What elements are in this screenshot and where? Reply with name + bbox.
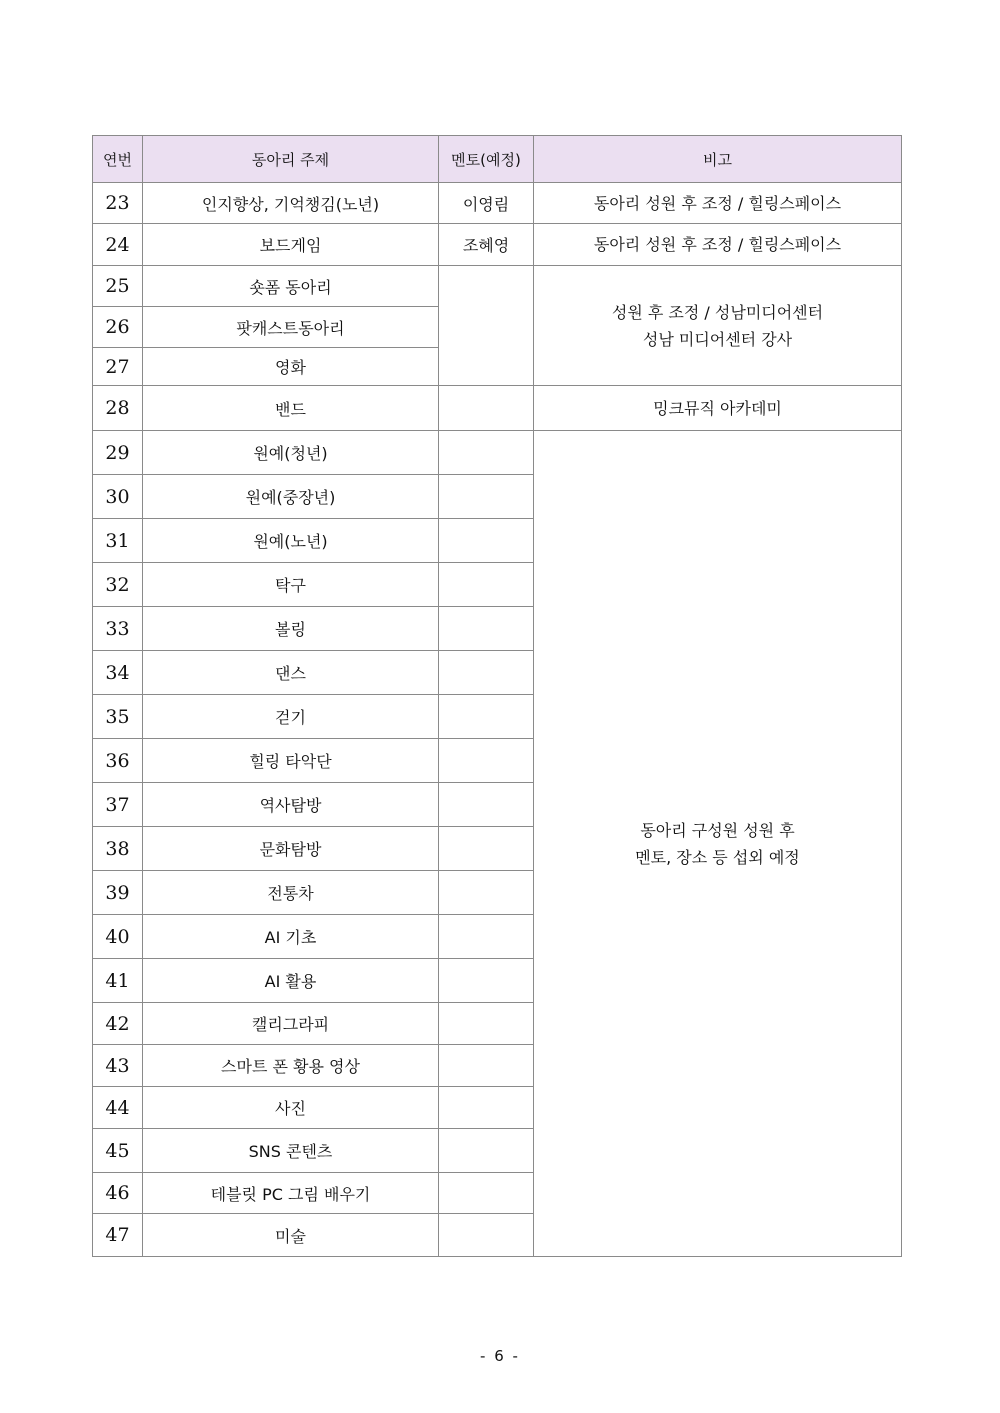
club-topic: 원예(청년) <box>143 431 439 475</box>
club-topic: 보드게임 <box>143 224 439 266</box>
mentor-cell <box>439 959 534 1003</box>
club-topic: AI 기초 <box>143 915 439 959</box>
mentor-cell <box>439 607 534 651</box>
table-row <box>93 224 902 266</box>
club-topic: 캘리그라피 <box>143 1003 439 1045</box>
row-number: 42 <box>93 1003 143 1045</box>
club-topic: SNS 콘텐츠 <box>143 1129 439 1173</box>
club-topic: 인지향상, 기억챙김(노년) <box>143 183 439 224</box>
table-row <box>93 183 902 224</box>
table-row <box>93 266 902 307</box>
mentor-cell <box>439 739 534 783</box>
club-topic: 원예(노년) <box>143 519 439 563</box>
club-topic: 탁구 <box>143 563 439 607</box>
header-note: 비고 <box>534 136 902 183</box>
club-topic: 댄스 <box>143 651 439 695</box>
note-line-2: 멘토, 장소 등 섭외 예정 <box>635 847 800 867</box>
club-topic: 문화탐방 <box>143 827 439 871</box>
mentor-cell <box>439 519 534 563</box>
note-media-merged <box>534 266 902 386</box>
mentor-cell <box>439 1045 534 1087</box>
mentor-cell: 이영림 <box>439 183 534 224</box>
row-number: 25 <box>93 266 143 307</box>
note-cell: 동아리 성원 후 조정 / 힐링스페이스 <box>534 224 902 266</box>
club-topic: 테블릿 PC 그림 배우기 <box>143 1173 439 1214</box>
club-topic: 미술 <box>143 1214 439 1257</box>
row-number: 47 <box>93 1214 143 1257</box>
row-number: 31 <box>93 519 143 563</box>
header-mentor: 멘토(예정) <box>439 136 534 183</box>
mentor-cell <box>439 1129 534 1173</box>
mentor-cell <box>439 1173 534 1214</box>
row-number: 41 <box>93 959 143 1003</box>
note-cell: 동아리 성원 후 조정 / 힐링스페이스 <box>534 183 902 224</box>
club-topic: 영화 <box>143 348 439 386</box>
row-number: 23 <box>93 183 143 224</box>
row-number: 36 <box>93 739 143 783</box>
row-number: 29 <box>93 431 143 475</box>
row-number: 32 <box>93 563 143 607</box>
club-topic: 사진 <box>143 1087 439 1129</box>
table-row <box>93 431 902 475</box>
row-number: 44 <box>93 1087 143 1129</box>
club-topic: AI 활용 <box>143 959 439 1003</box>
club-topic: 전통차 <box>143 871 439 915</box>
club-topic: 밴드 <box>143 386 439 431</box>
club-topic: 힐링 타악단 <box>143 739 439 783</box>
mentor-cell <box>439 563 534 607</box>
club-table <box>92 135 902 1257</box>
note-general-merged <box>534 431 902 1257</box>
mentor-cell <box>439 1214 534 1257</box>
note-line-2: 성남 미디어센터 강사 <box>642 329 793 349</box>
page-number: - 6 - <box>480 1347 520 1365</box>
row-number: 46 <box>93 1173 143 1214</box>
mentor-cell <box>439 827 534 871</box>
row-number: 24 <box>93 224 143 266</box>
row-number: 43 <box>93 1045 143 1087</box>
mentor-cell <box>439 651 534 695</box>
mentor-cell: 조혜영 <box>439 224 534 266</box>
mentor-cell <box>439 871 534 915</box>
row-number: 45 <box>93 1129 143 1173</box>
table-row <box>93 386 902 431</box>
mentor-cell <box>439 1087 534 1129</box>
club-topic: 스마트 폰 황용 영상 <box>143 1045 439 1087</box>
note-line-1: 성원 후 조정 / 성남미디어센터 <box>611 302 824 322</box>
row-number: 38 <box>93 827 143 871</box>
mentor-cell <box>439 915 534 959</box>
row-number: 30 <box>93 475 143 519</box>
table-body <box>93 183 902 1257</box>
club-topic: 숏폼 동아리 <box>143 266 439 307</box>
mentor-cell <box>439 431 534 475</box>
club-topic: 팟캐스트동아리 <box>143 307 439 348</box>
club-topic: 원예(중장년) <box>143 475 439 519</box>
row-number: 26 <box>93 307 143 348</box>
club-topic: 역사탐방 <box>143 783 439 827</box>
mentor-cell <box>439 266 534 386</box>
row-number: 39 <box>93 871 143 915</box>
mentor-cell <box>439 475 534 519</box>
row-number: 34 <box>93 651 143 695</box>
header-topic: 동아리 주제 <box>143 136 439 183</box>
row-number: 40 <box>93 915 143 959</box>
row-number: 35 <box>93 695 143 739</box>
club-topic: 볼링 <box>143 607 439 651</box>
mentor-cell <box>439 1003 534 1045</box>
row-number: 27 <box>93 348 143 386</box>
row-number: 33 <box>93 607 143 651</box>
mentor-cell <box>439 695 534 739</box>
mentor-cell <box>439 386 534 431</box>
club-topic: 걷기 <box>143 695 439 739</box>
mentor-cell <box>439 783 534 827</box>
note-cell: 밍크뮤직 아카데미 <box>534 386 902 431</box>
header-no: 연번 <box>93 136 143 183</box>
table-header-row <box>93 136 902 183</box>
row-number: 28 <box>93 386 143 431</box>
row-number: 37 <box>93 783 143 827</box>
note-line-1: 동아리 구성원 성원 후 <box>640 820 795 840</box>
